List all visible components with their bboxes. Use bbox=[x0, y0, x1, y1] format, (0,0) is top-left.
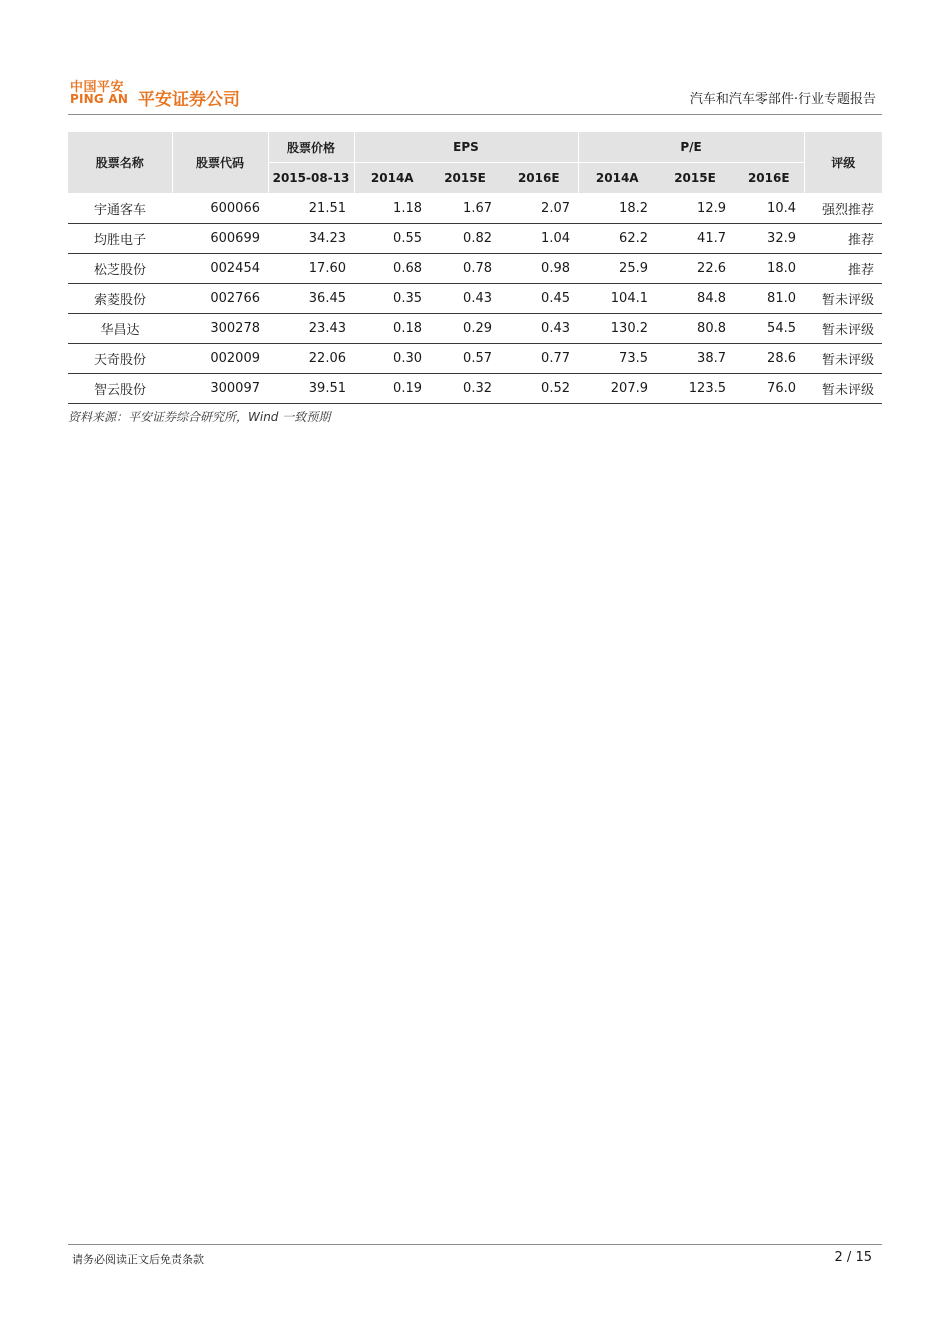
pe-2016: 10.4 bbox=[734, 194, 804, 224]
pe-2015: 38.7 bbox=[656, 344, 734, 374]
col-header-eps-2014: 2014A bbox=[354, 163, 430, 194]
pe-2015: 12.9 bbox=[656, 194, 734, 224]
stock-code: 600066 bbox=[172, 194, 268, 224]
eps-2015: 0.78 bbox=[430, 254, 500, 284]
col-header-code: 股票代码 bbox=[172, 132, 268, 194]
stock-code: 002009 bbox=[172, 344, 268, 374]
eps-2016: 1.04 bbox=[500, 224, 578, 254]
stock-code: 600699 bbox=[172, 224, 268, 254]
page-header bbox=[68, 76, 882, 116]
stock-price: 34.23 bbox=[268, 224, 354, 254]
rating: 暂未评级 bbox=[804, 374, 882, 404]
eps-2014: 0.55 bbox=[354, 224, 430, 254]
pe-2016: 81.0 bbox=[734, 284, 804, 314]
pe-2016: 28.6 bbox=[734, 344, 804, 374]
eps-2014: 0.35 bbox=[354, 284, 430, 314]
stock-name: 宇通客车 bbox=[68, 194, 172, 224]
eps-2015: 0.43 bbox=[430, 284, 500, 314]
header-row-1 bbox=[68, 132, 882, 163]
pe-2014: 62.2 bbox=[578, 224, 656, 254]
stock-price: 39.51 bbox=[268, 374, 354, 404]
eps-2014: 0.18 bbox=[354, 314, 430, 344]
footer-disclaimer: 请务必阅读正文后免责条款 bbox=[72, 1253, 204, 1266]
eps-2015: 0.57 bbox=[430, 344, 500, 374]
stock-name: 索菱股份 bbox=[68, 284, 172, 314]
eps-2014: 0.30 bbox=[354, 344, 430, 374]
eps-2016: 0.45 bbox=[500, 284, 578, 314]
pe-2015: 123.5 bbox=[656, 374, 734, 404]
table-row bbox=[68, 374, 882, 404]
stock-code: 300097 bbox=[172, 374, 268, 404]
pe-2014: 73.5 bbox=[578, 344, 656, 374]
col-header-pe-2016: 2016E bbox=[734, 163, 804, 194]
rating: 暂未评级 bbox=[804, 284, 882, 314]
stock-valuation-table bbox=[68, 132, 882, 404]
stock-name: 天奇股份 bbox=[68, 344, 172, 374]
eps-2015: 1.67 bbox=[430, 194, 500, 224]
table-row bbox=[68, 254, 882, 284]
rating: 暂未评级 bbox=[804, 314, 882, 344]
col-header-price: 股票价格 bbox=[268, 132, 354, 163]
pe-2016: 18.0 bbox=[734, 254, 804, 284]
pe-2014: 18.2 bbox=[578, 194, 656, 224]
table-source-note: 资料来源：平安证券综合研究所，Wind 一致预期 bbox=[68, 410, 331, 424]
rating: 推荐 bbox=[804, 224, 882, 254]
stock-price: 36.45 bbox=[268, 284, 354, 314]
stock-price: 22.06 bbox=[268, 344, 354, 374]
col-header-pe-2015: 2015E bbox=[656, 163, 734, 194]
stock-price: 23.43 bbox=[268, 314, 354, 344]
col-header-pe-2014: 2014A bbox=[578, 163, 656, 194]
stock-name: 华昌达 bbox=[68, 314, 172, 344]
footer-divider bbox=[68, 1244, 882, 1245]
rating: 强烈推荐 bbox=[804, 194, 882, 224]
table-row bbox=[68, 194, 882, 224]
table-row bbox=[68, 344, 882, 374]
eps-2015: 0.32 bbox=[430, 374, 500, 404]
eps-2016: 0.98 bbox=[500, 254, 578, 284]
rating: 推荐 bbox=[804, 254, 882, 284]
pe-2015: 41.7 bbox=[656, 224, 734, 254]
report-title: 汽车和汽车零部件·行业专题报告 bbox=[689, 92, 876, 107]
col-header-pe: P/E bbox=[578, 132, 804, 163]
eps-2014: 1.18 bbox=[354, 194, 430, 224]
header-divider bbox=[68, 114, 882, 115]
pe-2016: 54.5 bbox=[734, 314, 804, 344]
stock-name: 均胜电子 bbox=[68, 224, 172, 254]
pingan-logo bbox=[68, 76, 248, 112]
stock-price: 21.51 bbox=[268, 194, 354, 224]
stock-code: 300278 bbox=[172, 314, 268, 344]
pe-2014: 25.9 bbox=[578, 254, 656, 284]
stock-code: 002766 bbox=[172, 284, 268, 314]
eps-2016: 2.07 bbox=[500, 194, 578, 224]
stock-code: 002454 bbox=[172, 254, 268, 284]
table-row bbox=[68, 224, 882, 254]
pe-2014: 130.2 bbox=[578, 314, 656, 344]
eps-2014: 0.68 bbox=[354, 254, 430, 284]
table-row bbox=[68, 314, 882, 344]
table-row bbox=[68, 284, 882, 314]
logo-chinese-text: 中国平安 bbox=[70, 80, 125, 95]
pe-2014: 207.9 bbox=[578, 374, 656, 404]
col-header-rating: 评级 bbox=[804, 132, 882, 194]
pe-2016: 76.0 bbox=[734, 374, 804, 404]
col-header-price-date: 2015-08-13 bbox=[268, 163, 354, 194]
pe-2014: 104.1 bbox=[578, 284, 656, 314]
pe-2015: 80.8 bbox=[656, 314, 734, 344]
eps-2016: 0.77 bbox=[500, 344, 578, 374]
col-header-eps: EPS bbox=[354, 132, 578, 163]
eps-2015: 0.29 bbox=[430, 314, 500, 344]
col-header-eps-2015: 2015E bbox=[430, 163, 500, 194]
page-number: 2 / 15 bbox=[834, 1250, 872, 1265]
logo-english-text: PING AN bbox=[70, 92, 129, 106]
stock-name: 智云股份 bbox=[68, 374, 172, 404]
pe-2015: 84.8 bbox=[656, 284, 734, 314]
rating: 暂未评级 bbox=[804, 344, 882, 374]
eps-2015: 0.82 bbox=[430, 224, 500, 254]
stock-name: 松芝股份 bbox=[68, 254, 172, 284]
company-name: 平安证券公司 bbox=[138, 90, 240, 110]
col-header-eps-2016: 2016E bbox=[500, 163, 578, 194]
eps-2016: 0.43 bbox=[500, 314, 578, 344]
col-header-name: 股票名称 bbox=[68, 132, 172, 194]
stock-price: 17.60 bbox=[268, 254, 354, 284]
eps-2014: 0.19 bbox=[354, 374, 430, 404]
pe-2016: 32.9 bbox=[734, 224, 804, 254]
pe-2015: 22.6 bbox=[656, 254, 734, 284]
eps-2016: 0.52 bbox=[500, 374, 578, 404]
